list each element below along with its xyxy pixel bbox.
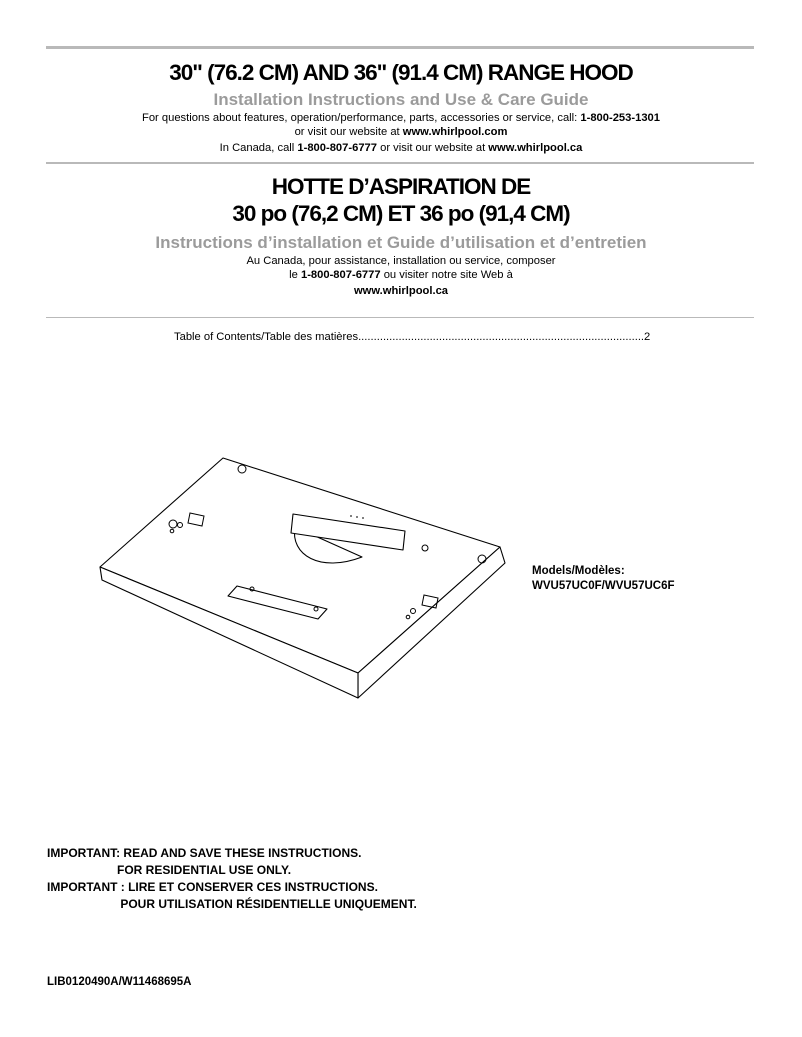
important-line-en-2: FOR RESIDENTIAL USE ONLY. — [47, 863, 292, 877]
french-contact-line2 — [0, 268, 802, 282]
contact-text: or visit our website at — [294, 126, 403, 138]
middle-rule — [46, 162, 754, 164]
contact-text: For questions about features, operation/performance, parts, accessories or service, call: — [141, 112, 581, 124]
toc-page-number: 2 — [644, 331, 651, 343]
english-contact-line1 — [0, 111, 802, 125]
contact-text: le — [289, 269, 301, 281]
range-hood-illustration — [90, 455, 530, 715]
contact-text: or visit our website at — [377, 142, 489, 154]
lower-rule — [46, 317, 754, 318]
website-link[interactable]: www.whirlpool.ca — [353, 285, 449, 297]
english-subtitle: Installation Instructions and Use & Care Guide — [213, 90, 589, 109]
important-line-fr-1: IMPORTANT : LIRE ET CONSERVER CES INSTRUCTIONS. — [47, 880, 378, 894]
french-subtitle: Instructions d’installation et Guide d’utilisation et d’entretien — [155, 233, 647, 252]
toc-label: Table of Contents/Table des matières — [174, 331, 359, 343]
website-link[interactable]: www.whirlpool.ca — [488, 142, 583, 154]
website-link[interactable]: www.whirlpool.com — [402, 126, 508, 138]
french-contact-line3 — [0, 284, 802, 298]
toc-dots: ............................................................................................ — [358, 331, 645, 343]
french-title-line1: HOTTE D’ASPIRATION DE — [271, 174, 531, 199]
french-contact-line1: Au Canada, pour assistance, installation ou service, composer — [246, 255, 556, 267]
important-line-en-1: IMPORTANT: READ AND SAVE THESE INSTRUCTIONS. — [47, 846, 362, 860]
models-block — [532, 564, 675, 594]
english-contact-line3 — [0, 141, 802, 155]
toc-entry[interactable] — [174, 331, 651, 343]
document-code: LIB0120490A/W11468695A — [47, 976, 192, 988]
model-numbers: WVU57UC0F/WVU57UC6F — [532, 580, 675, 592]
important-notice — [47, 845, 417, 913]
phone-number: 1-800-253-1301 — [580, 112, 660, 124]
phone-number: 1-800-807-6777 — [297, 142, 377, 154]
french-title-line2: 30 po (76,2 CM) ET 36 po (91,4 CM) — [232, 201, 570, 226]
contact-text: ou visiter notre site Web à — [380, 269, 513, 281]
top-rule — [46, 46, 754, 49]
models-label: Models/Modèles: — [532, 565, 625, 577]
important-line-fr-2: POUR UTILISATION RÉSIDENTIELLE UNIQUEMENT. — [47, 897, 417, 911]
english-title: 30" (76.2 CM) AND 36" (91.4 CM) RANGE HOOD — [169, 60, 633, 85]
hood-top-surface — [100, 458, 500, 673]
contact-text: In Canada, call — [219, 142, 298, 154]
phone-number: 1-800-807-6777 — [300, 269, 381, 281]
english-contact-line2 — [0, 125, 802, 139]
